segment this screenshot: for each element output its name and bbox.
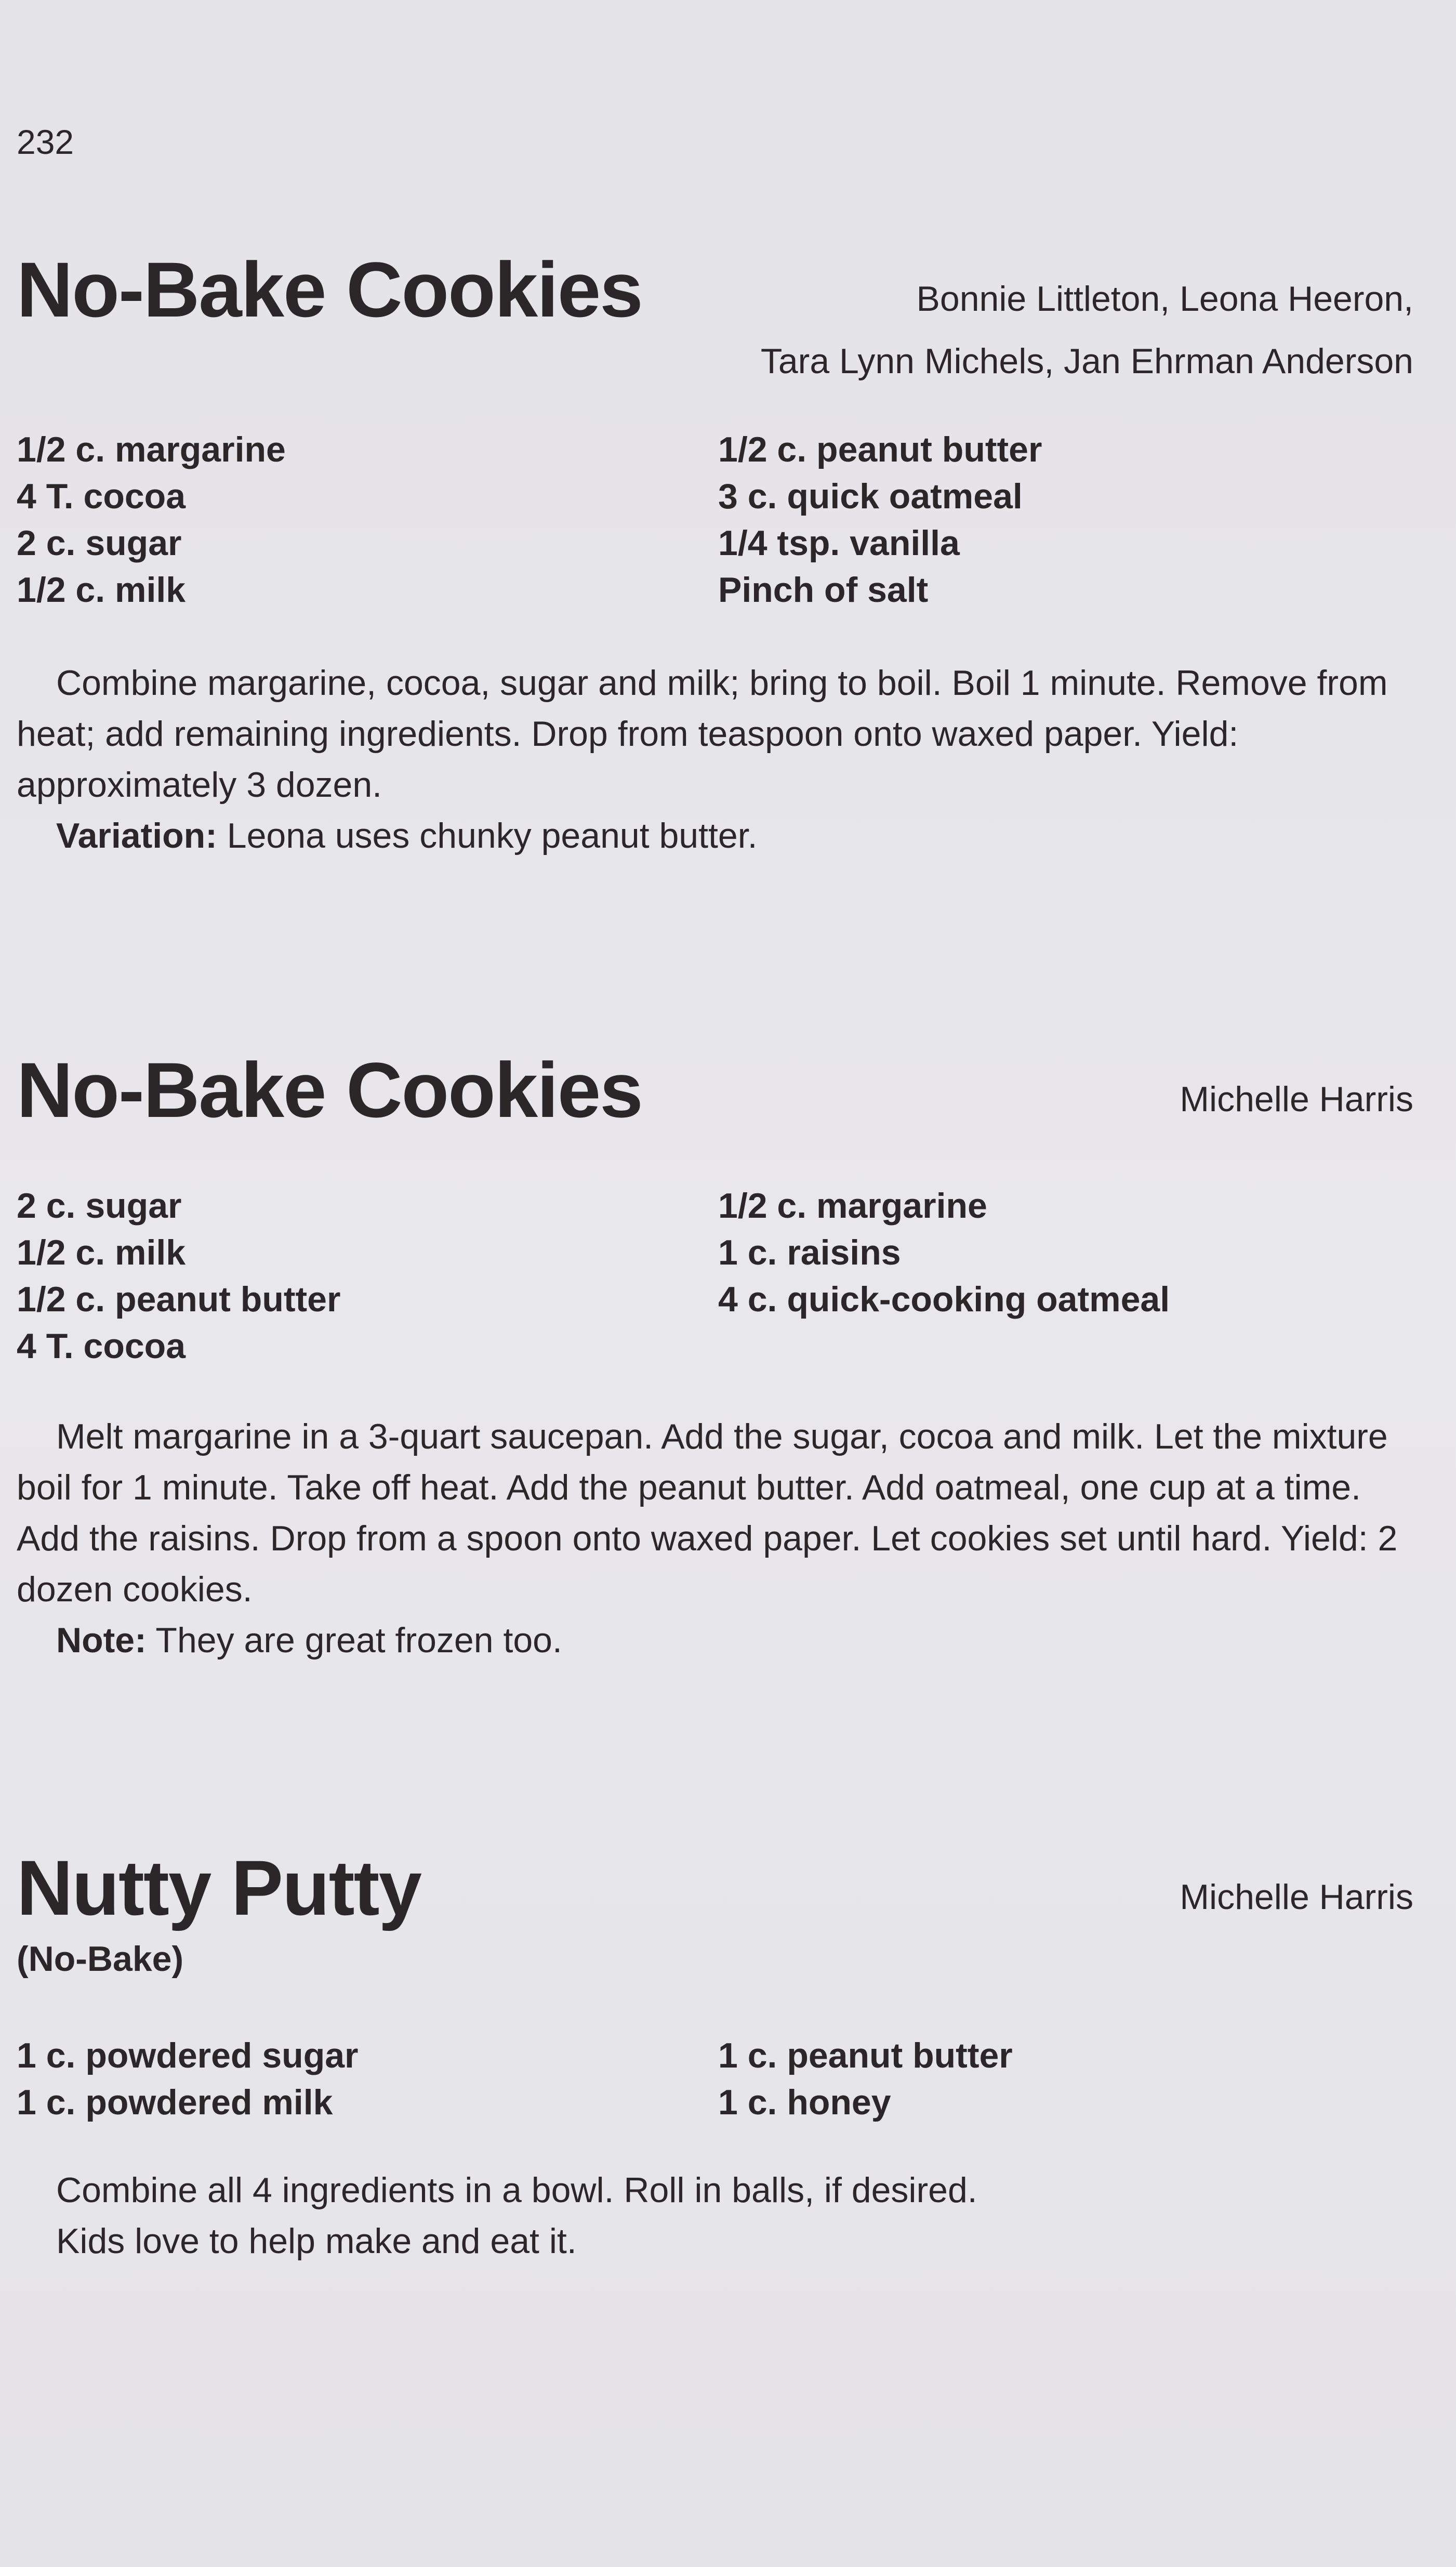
recipe-directions bbox=[17, 657, 1414, 861]
contributor-line: Michelle Harris bbox=[1180, 1877, 1413, 1917]
note-text: They are great frozen too. bbox=[146, 1621, 562, 1660]
ingredient-item: 2 c. sugar bbox=[17, 1186, 182, 1226]
ingredient-item: Pinch of salt bbox=[718, 570, 929, 610]
ingredient-item: 1/2 c. margarine bbox=[718, 1186, 987, 1226]
page-number: 232 bbox=[17, 123, 74, 161]
recipe-title: No-Bake Cookies bbox=[17, 1046, 642, 1134]
ingredient-item: 1/2 c. milk bbox=[17, 570, 186, 610]
ingredient-item: 3 c. quick oatmeal bbox=[718, 477, 1023, 516]
recipe-directions bbox=[17, 1411, 1414, 1666]
ingredients-column-left bbox=[17, 426, 692, 613]
contributor-line: Bonnie Littleton, Leona Heeron, bbox=[916, 279, 1413, 319]
contributor-line: Michelle Harris bbox=[1180, 1080, 1413, 1119]
ingredient-item: 1/2 c. milk bbox=[17, 1233, 186, 1272]
ingredient-item: 1 c. raisins bbox=[718, 1233, 901, 1272]
ingredient-item: 1 c. powdered milk bbox=[17, 2083, 333, 2122]
ingredient-item: 4 T. cocoa bbox=[17, 477, 186, 516]
ingredients-column-right bbox=[718, 2032, 1394, 2126]
ingredient-item: 1 c. honey bbox=[718, 2083, 891, 2122]
recipe-note bbox=[17, 1615, 1414, 1666]
recipe-subtitle: (No-Bake) bbox=[17, 1939, 184, 1979]
directions-line: Kids love to help make and eat it. bbox=[56, 2221, 577, 2261]
ingredient-item: 1/4 tsp. vanilla bbox=[718, 523, 960, 563]
note-text: Leona uses chunky peanut butter. bbox=[217, 816, 758, 855]
ingredient-item: 1/2 c. margarine bbox=[17, 430, 286, 469]
recipe-directions bbox=[17, 2165, 1414, 2267]
recipe-title: No-Bake Cookies bbox=[17, 246, 642, 333]
ingredient-item: 4 T. cocoa bbox=[17, 1326, 186, 1366]
note-label: Note: bbox=[56, 1621, 147, 1660]
ingredient-item: 1 c. powdered sugar bbox=[17, 2036, 359, 2075]
note-label: Variation: bbox=[56, 816, 217, 855]
ingredient-item: 1/2 c. peanut butter bbox=[718, 430, 1042, 469]
ingredients-column-right bbox=[718, 426, 1394, 613]
recipe-contributors bbox=[1180, 1874, 1413, 1920]
recipe-contributors bbox=[1180, 1076, 1413, 1123]
ingredient-item: 2 c. sugar bbox=[17, 523, 182, 563]
contributor-line: Tara Lynn Michels, Jan Ehrman Anderson bbox=[760, 341, 1413, 381]
recipe-title: Nutty Putty bbox=[17, 1844, 421, 1931]
recipe-contributors bbox=[761, 275, 1413, 385]
recipe-note bbox=[17, 810, 1414, 861]
ingredient-item: 1 c. peanut butter bbox=[718, 2036, 1013, 2075]
ingredients-column-left bbox=[17, 2032, 692, 2126]
ingredient-item: 4 c. quick-cooking oatmeal bbox=[718, 1280, 1170, 1319]
ingredients-column-left bbox=[17, 1182, 692, 1370]
directions-text: Melt margarine in a 3-quart saucepan. Add the sugar, cocoa and milk. Let the mixture boil for 1 minute. Take off heat. Add the peanut butter. Add oatmeal, one cup at a time. Add the raisins. Drop from a spoon onto waxed paper. Let cookies set until hard. Yield: 2 dozen cookies. bbox=[17, 1417, 1398, 1609]
ingredient-item: 1/2 c. peanut butter bbox=[17, 1280, 341, 1319]
directions-text: Combine margarine, cocoa, sugar and milk; bring to boil. Boil 1 minute. Remove from heat; add remaining ingredients. Drop from teaspoon onto waxed paper. Yield: approximately 3 dozen. bbox=[17, 663, 1388, 805]
ingredients-column-right bbox=[718, 1182, 1394, 1323]
directions-line: Combine all 4 ingredients in a bowl. Roll in balls, if desired. bbox=[56, 2170, 977, 2210]
